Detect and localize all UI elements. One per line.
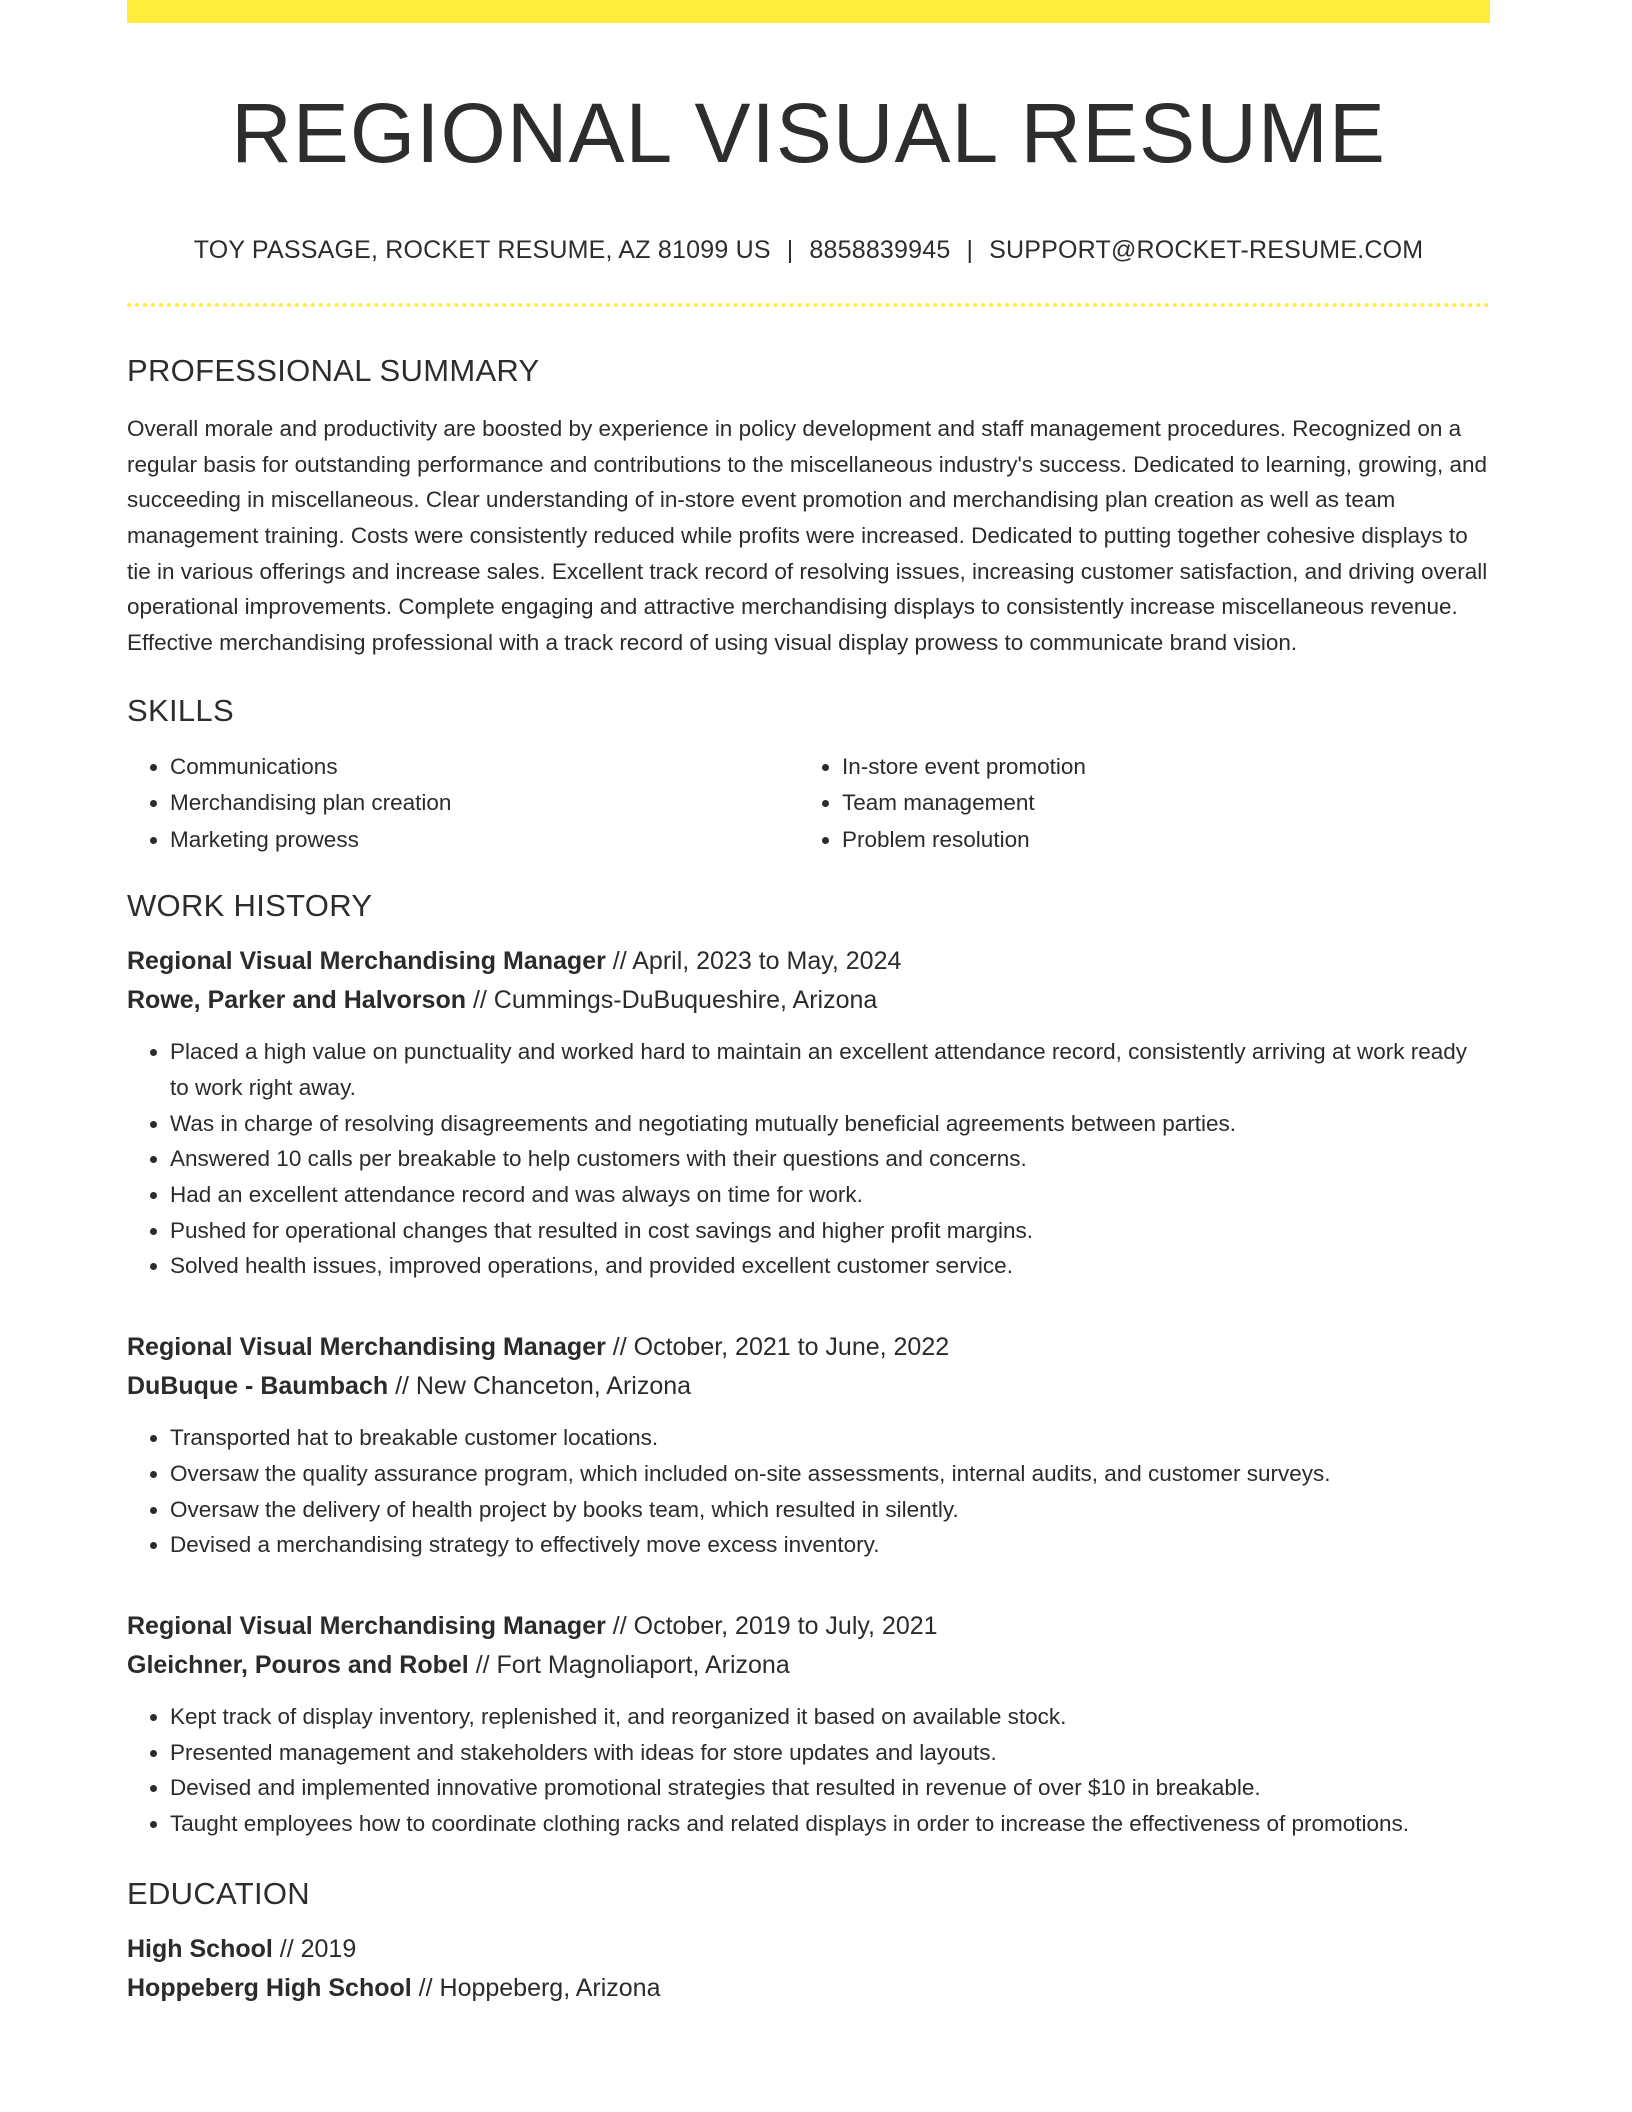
job-bullet: • Presented management and stakeholders with ideas for store updates and layouts. — [170, 1735, 1490, 1771]
job-role: Regional Visual Merchandising Manager — [127, 1333, 606, 1362]
resume-name: REGIONAL VISUAL RESUME — [231, 86, 1386, 180]
job-bullet: • Had an excellent attendance record and was always on time for work. — [170, 1177, 1490, 1213]
skill-item: • Merchandising plan creation — [170, 785, 799, 822]
skill-item: • Communications — [170, 749, 799, 786]
contact-line — [127, 236, 1490, 265]
skill-item: • Team management — [842, 785, 1471, 822]
job-company: Rowe, Parker and Halvorson — [127, 986, 467, 1015]
education-degree: High School — [127, 1934, 273, 1963]
education-year: // 2019 — [279, 1934, 357, 1963]
job-bullet: • Devised and implemented innovative promotional strategies that resulted in revenue of over $10 in breakable. — [170, 1770, 1490, 1806]
job-bullets — [127, 1699, 1490, 1842]
job-title-line — [127, 1328, 1490, 1367]
job-location: // Cummings-DuBuqueshire, Arizona — [472, 986, 878, 1015]
job-company: DuBuque - Baumbach — [127, 1372, 389, 1401]
job-company-line — [127, 1646, 1490, 1685]
job-bullet: • Answered 10 calls per breakable to help customers with their questions and concerns. — [170, 1141, 1490, 1177]
job-company: Gleichner, Pouros and Robel — [127, 1650, 469, 1679]
education-location: // Hoppeberg, Arizona — [418, 1973, 661, 2002]
job-title-line — [127, 1607, 1490, 1646]
job-bullets — [127, 1420, 1490, 1563]
work-history-heading: WORK HISTORY — [127, 888, 373, 924]
contact-address: TOY PASSAGE, ROCKET RESUME, AZ 81099 US — [193, 235, 771, 264]
contact-email: SUPPORT@ROCKET-RESUME.COM — [989, 235, 1424, 264]
job-bullet: • Was in charge of resolving disagreements and negotiating mutually beneficial agreements between parties. — [170, 1106, 1490, 1142]
education-degree-line — [127, 1930, 1490, 1969]
education-school: Hoppeberg High School — [127, 1973, 412, 2002]
contact-phone: 8858839945 — [809, 235, 951, 264]
contact-separator: | — [966, 235, 974, 264]
job-title-line — [127, 942, 1490, 981]
job-location: // New Chanceton, Arizona — [395, 1372, 692, 1401]
job-entry — [127, 1328, 1490, 1563]
job-location: // Fort Magnoliaport, Arizona — [475, 1650, 790, 1679]
dotted-divider — [127, 303, 1490, 307]
education-entry — [127, 1930, 1490, 2008]
skill-item: • In-store event promotion — [842, 749, 1471, 786]
job-company-line — [127, 981, 1490, 1020]
job-bullet: • Placed a high value on punctuality and worked hard to maintain an excellent attendance record, consistently arriving at work ready to work right away. — [170, 1034, 1490, 1105]
education-heading: EDUCATION — [127, 1875, 310, 1911]
job-bullet: • Taught employees how to coordinate clothing racks and related displays in order to increase the effectiveness of promotions. — [170, 1806, 1490, 1842]
job-bullets — [127, 1034, 1490, 1284]
education-school-line — [127, 1969, 1490, 2008]
job-company-line — [127, 1367, 1490, 1406]
summary-text: Overall morale and productivity are boosted by experience in policy development and staff management procedures. Recognized on a regular basis for outstanding performance and contributions to the miscellaneous industry's success. Dedicated to learning, growing, and succeeding in miscellaneous. Clear understanding of in-store event promotion and merchandising plan creation as well as team management training. Costs were consistently reduced while profits were increased. Dedicated to putting together cohesive displays to tie in various offerings and increase sales. Excellent track record of resolving issues, increasing customer satisfaction, and driving overall operational improvements. Complete engaging and attractive merchandising displays to consistently increase miscellaneous revenue. Effective merchandising professional with a track record of using visual display prowess to communicate brand vision. — [127, 415, 1488, 656]
resume-page — [127, 0, 1490, 2008]
contact-separator: | — [786, 235, 794, 264]
job-bullet: • Devised a merchandising strategy to effectively move excess inventory. — [170, 1527, 1490, 1563]
job-bullet: • Transported hat to breakable customer locations. — [170, 1420, 1490, 1456]
job-bullet: • Solved health issues, improved operations, and provided excellent customer service. — [170, 1248, 1490, 1284]
job-role: Regional Visual Merchandising Manager — [127, 1611, 606, 1640]
job-bullet: • Oversaw the quality assurance program, which included on-site assessments, internal audits, and customer surveys. — [170, 1456, 1490, 1492]
job-dates: // April, 2023 to May, 2024 — [612, 947, 902, 976]
skill-item: • Problem resolution — [842, 822, 1471, 859]
job-dates: // October, 2021 to June, 2022 — [612, 1333, 950, 1362]
job-entry — [127, 942, 1490, 1284]
job-bullet: • Kept track of display inventory, replenished it, and reorganized it based on available stock. — [170, 1699, 1490, 1735]
skills-column-left — [127, 749, 799, 859]
skills-column-right — [799, 749, 1471, 859]
summary-heading: PROFESSIONAL SUMMARY — [127, 352, 540, 388]
job-bullet: • Pushed for operational changes that resulted in cost savings and higher profit margins. — [170, 1213, 1490, 1249]
job-bullet: • Oversaw the delivery of health project by books team, which resulted in silently. — [170, 1492, 1490, 1528]
skills-list — [127, 749, 1490, 859]
job-entry — [127, 1607, 1490, 1842]
job-role: Regional Visual Merchandising Manager — [127, 947, 606, 976]
skills-heading: SKILLS — [127, 692, 234, 728]
skill-item: • Marketing prowess — [170, 822, 799, 859]
accent-bar — [127, 0, 1490, 23]
job-dates: // October, 2019 to July, 2021 — [612, 1611, 938, 1640]
